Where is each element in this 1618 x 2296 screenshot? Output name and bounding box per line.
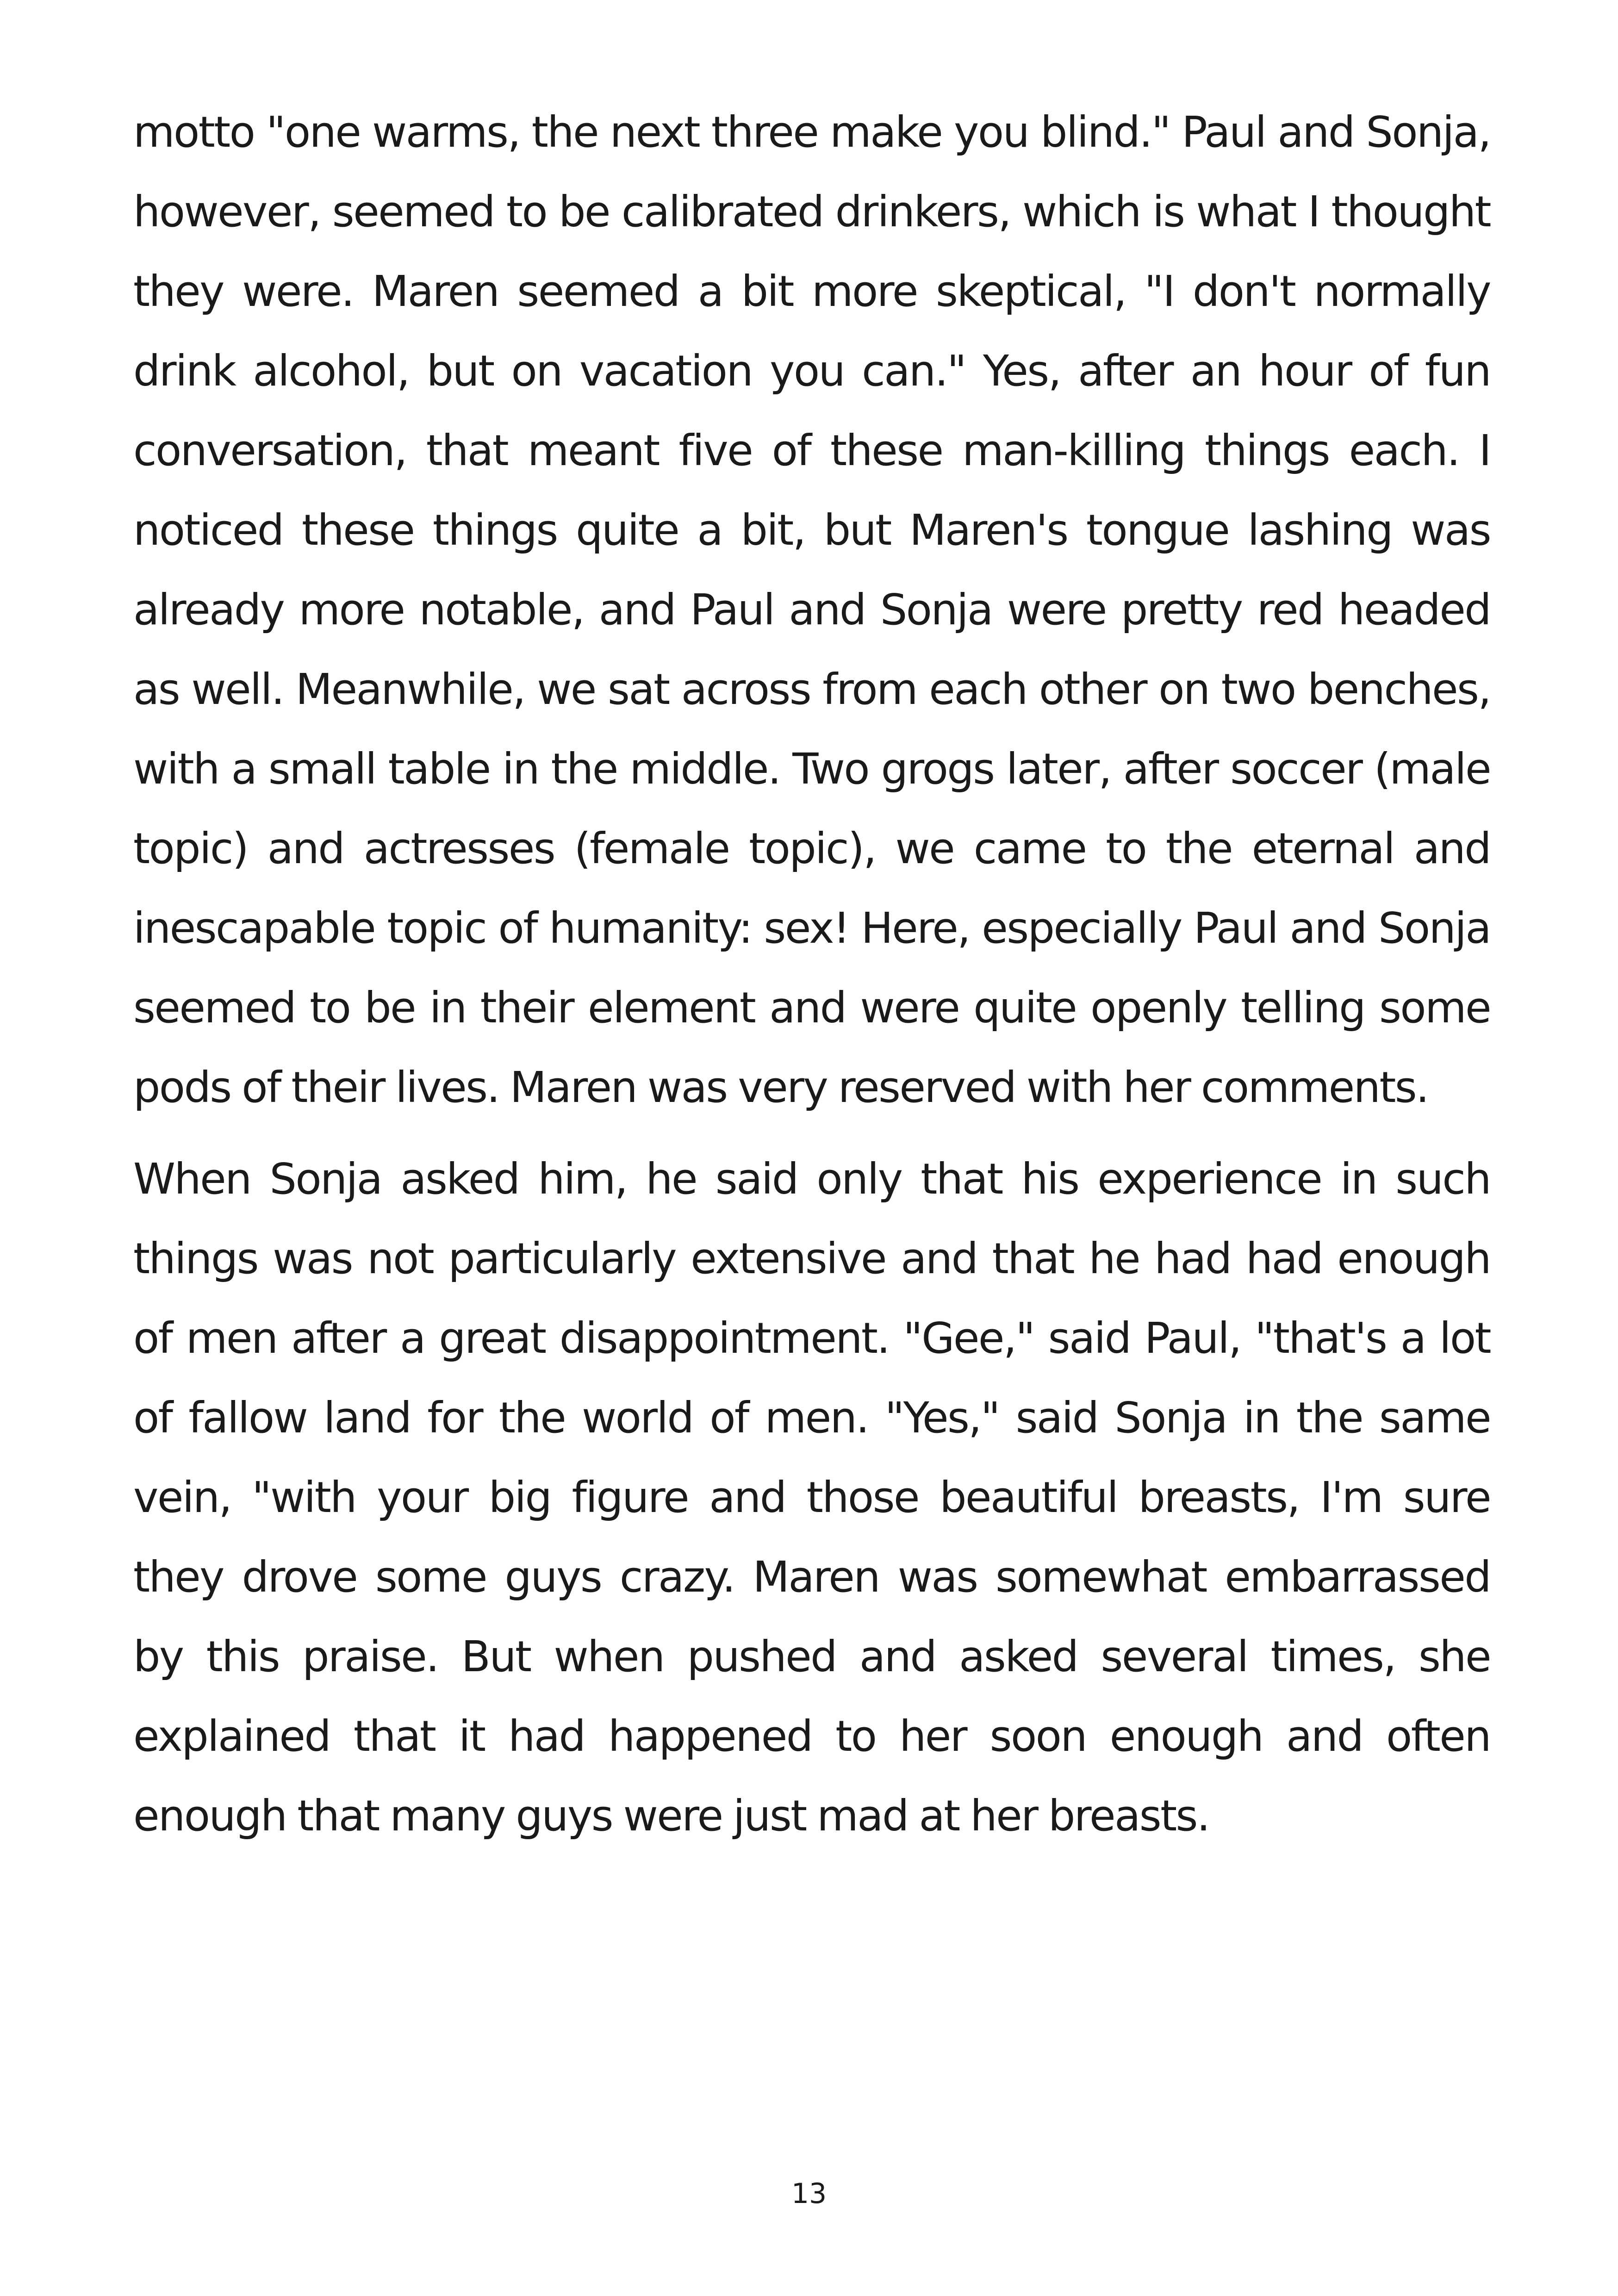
page-number: 13 — [791, 2178, 827, 2210]
paragraph-2: When Sonja asked him, he said only that his experience in such things was not particularly extensive and that he had had enough of men after a great disappointment. "Gee," said Paul, "that's a lot of fallow land for the world of men. "Yes," said Sonja in the same vein, "with your big figure and those beautiful breasts, I'm sure they drove some guys crazy. Maren was somewhat embarrassed by this praise. But when pushed and asked several times, she explained that it had happened to her soon enough and often enough that many guys were just mad at her breasts. — [133, 1154, 1490, 1841]
body-text — [133, 93, 1490, 1856]
paragraph-1: motto "one warms, the next three make you blind." Paul and Sonja, however, seemed to be calibrated drinkers, which is what I thought they were. Maren seemed a bit more skeptical, "I don't normally drink alcohol, but on vacation you can." Yes, after an hour of fun conversation, that meant five of these man-killing things each. I noticed these things quite a bit, but Maren's tongue lashing was already more notable, and Paul and Sonja were pretty red headed as well. Meanwhile, we sat across from each other on two benches, with a small table in the middle. Two grogs later, after soccer (male topic) and actresses (female topic), we came to the eternal and inescapable topic of humanity: sex! Here, especially Paul and Sonja seemed to be in their element and were quite openly telling some pods of their lives. Maren was very reserved with her comments. — [133, 107, 1490, 1112]
